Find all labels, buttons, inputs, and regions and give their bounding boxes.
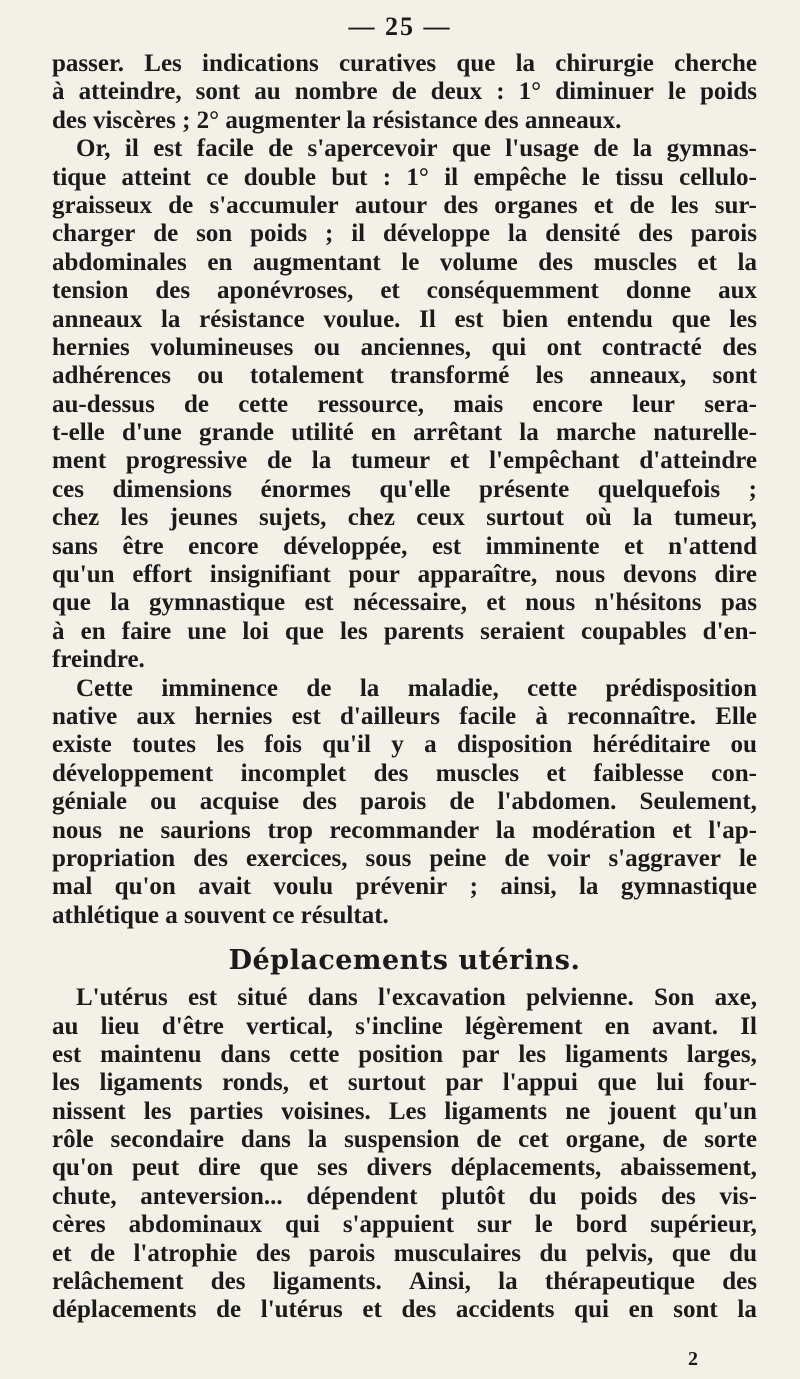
text-line: tique atteint ce double but : 1° il empêche le tissu cellulo- — [52, 163, 757, 191]
text-line: nous ne saurions trop recommander la modération et l'ap- — [52, 816, 757, 844]
text-line: chez les jeunes sujets, chez ceux surtout où la tumeur, — [52, 504, 757, 532]
text-line: existe toutes les fois qu'il y a disposition héréditaire ou — [52, 731, 757, 759]
paragraph-group-hernies — [52, 50, 757, 930]
text-line: au-dessus de cette ressource, mais encore leur sera- — [52, 390, 757, 418]
text-line: native aux hernies est d'ailleurs facile à reconnaître. Elle — [52, 702, 757, 730]
text-line: qu'on peut dire que ses divers déplacements, abaissement, — [52, 1154, 757, 1182]
page-number: — 25 — — [348, 12, 452, 41]
text-line: est maintenu dans cette position par les ligaments larges, — [52, 1040, 757, 1068]
text-line: t-elle d'une grande utilité en arrêtant la marche naturelle- — [52, 419, 757, 447]
body-text — [52, 50, 757, 1325]
text-line: les ligaments ronds, et surtout par l'appui que lui four- — [52, 1069, 757, 1097]
text-line: et de l'atrophie des parois musculaires du pelvis, que du — [52, 1239, 757, 1267]
text-line: que la gymnastique est nécessaire, et nous n'hésitons pas — [52, 589, 757, 617]
text-line: anneaux la résistance voulue. Il est bien entendu que les — [52, 305, 757, 333]
text-line: charger de son poids ; il développe la densité des parois — [52, 220, 757, 248]
section-title: Déplacements utérins. — [228, 945, 581, 977]
text-line: à en faire une loi que les parents seraient coupables d'en- — [52, 617, 757, 645]
text-line: nissent les parties voisines. Les ligaments ne jouent qu'un — [52, 1097, 757, 1125]
text-line: tension des aponévroses, et conséquemment donne aux — [52, 277, 757, 305]
text-line: relâchement des ligaments. Ainsi, la thérapeutique des — [52, 1268, 757, 1296]
text-line: Cette imminence de la maladie, cette prédisposition — [76, 674, 757, 702]
text-line: mal qu'on avait voulu prévenir ; ainsi, la gymnastique — [52, 873, 757, 901]
text-line: graisseux de s'accumuler autour des organes et de les sur- — [52, 191, 757, 219]
text-line: passer. Les indications curatives que la chirurgie cherche — [52, 50, 757, 77]
text-line: sans être encore développée, est imminente et n'attend — [52, 532, 757, 560]
text-line: déplacements de l'utérus et des accidents qui en sont la — [52, 1296, 757, 1324]
text-line: freindre. — [52, 646, 145, 674]
text-line: cères abdominaux qui s'appuient sur le bord supérieur, — [52, 1211, 757, 1239]
text-line: athlétique a souvent ce résultat. — [52, 901, 389, 929]
text-line: qu'un effort insignifiant pour apparaître, nous devons dire — [52, 561, 757, 589]
signature-mark: 2 — [688, 1348, 698, 1370]
text-line: chute, anteversion... dépendent plutôt du poids des vis- — [52, 1182, 757, 1210]
text-line: à atteindre, sont au nombre de deux : 1° diminuer le poids — [52, 78, 757, 106]
text-line: ces dimensions énormes qu'elle présente quelquefois ; — [52, 475, 757, 503]
text-line: adhérences ou totalement transformé les anneaux, sont — [52, 362, 757, 390]
text-line: Or, il est facile de s'apercevoir que l'usage de la gymnas- — [76, 135, 757, 163]
text-line: abdominales en augmentant le volume des muscles et la — [52, 248, 757, 276]
text-line: des viscères ; 2° augmenter la résistance des anneaux. — [52, 106, 622, 134]
text-line: rôle secondaire dans la suspension de cet organe, de sorte — [52, 1126, 757, 1154]
text-line: au lieu d'être vertical, s'incline légèrement en avant. Il — [52, 1012, 757, 1040]
text-line: propriation des exercices, sous peine de voir s'aggraver le — [52, 844, 757, 872]
text-line: ment progressive de la tumeur et l'empêchant d'atteindre — [52, 447, 757, 475]
text-line: hernies volumineuses ou anciennes, qui ont contracté des — [52, 333, 757, 361]
text-line: L'utérus est situé dans l'excavation pelvienne. Son axe, — [76, 984, 757, 1012]
text-line: développement incomplet des muscles et faiblesse con- — [52, 759, 757, 787]
paragraph-group-uterus — [52, 984, 757, 1325]
text-line: géniale ou acquise des parois de l'abdomen. Seulement, — [52, 788, 757, 816]
